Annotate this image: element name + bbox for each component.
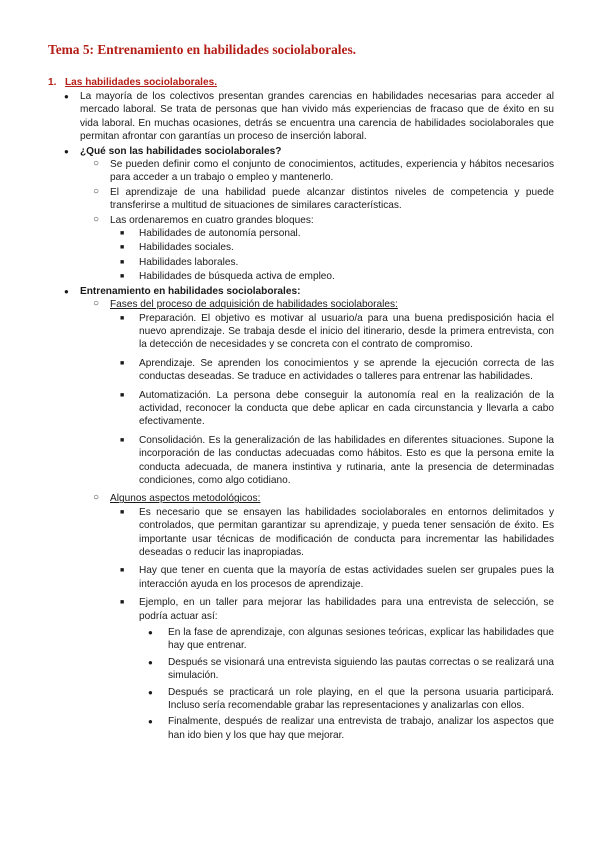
bullet-icon: ● <box>148 628 153 638</box>
bloque-text: Habilidades sociales. <box>139 242 234 254</box>
fase-text: Preparación. El objetivo es motivar al usuario/a para una buena predisposición hacia el nuevo aprendizaje. Se trabaja desde el inicio del itinerario, desde la primera entrevista, con la detección de necesidades y se concreta con el contrato de compromiso. <box>139 312 554 351</box>
list-item <box>120 357 554 384</box>
aspectos-list <box>120 506 554 743</box>
fase-text: Consolidación. Es la generalización de las habilidades en diferentes situaciones. Supone la incorporación de las conductas adecuadas como hábitos. Esto es que la persona emite la conducta adecuada, de manera instintiva y rutinaria, ante la presencia de determinadas condiciones, como algo cotidiano. <box>139 434 554 486</box>
list-item-text: El aprendizaje de una habilidad puede alcanzar distintos niveles de competencia y puede transferirse a multitud de situaciones de similares características. <box>110 186 554 212</box>
square-bullet-icon: ■ <box>120 230 125 238</box>
entrenamiento-heading: Entrenamiento en habilidades sociolaborales: <box>80 285 301 297</box>
square-bullet-icon: ■ <box>120 258 125 266</box>
fases-list <box>120 312 554 488</box>
intro-text: La mayoría de los colectivos presentan grandes carencias en habilidades necesarias para acceder al mercado laboral. Se trata de personas que han vivido más experiencias de fracaso que de éxito en su vida laboral. En muchas ocasiones, detrás se encuentra una carencia de habilidades sociolaborales que permitan afrontar con garantías un proceso de inserción laboral. <box>80 91 554 143</box>
square-bullet-icon: ■ <box>120 273 125 281</box>
list-item <box>93 492 554 742</box>
list-item <box>93 213 554 284</box>
list-item <box>148 686 554 713</box>
fase-text: Aprendizaje. Se aprenden los conocimientos y se aprende la ejecución correcta de las conductas deseadas. Se traduce en actividades o talleres para entrenar las habilidades. <box>139 357 554 383</box>
square-bullet-icon: ■ <box>120 599 125 607</box>
bullet-icon: ● <box>64 146 69 156</box>
square-bullet-icon: ■ <box>120 508 125 516</box>
list-item <box>120 434 554 488</box>
list-item <box>93 298 554 487</box>
square-bullet-icon: ■ <box>120 314 125 322</box>
section-number: 1. <box>48 77 57 88</box>
aspecto-text: Es necesario que se ensayen las habilidades sociolaborales en entornos delimitados y controlados, que permitan garantizar su aprendizaje, y pueda tener sensación de éxito. Es importante usar técnicas de modificación de conducta para incrementar las habilidades deseadas o reducir las inapropiadas. <box>139 506 554 558</box>
aspecto-text: Ejemplo, en un taller para mejorar las habilidades para una entrevista de selección, se podría actuar así: <box>139 597 554 622</box>
list-item <box>120 596 554 742</box>
bullet-icon: ● <box>148 717 153 727</box>
list-item <box>120 389 554 429</box>
list-item <box>93 185 554 213</box>
circle-bullet-icon: ○ <box>93 213 100 225</box>
list-item <box>93 158 554 185</box>
list-item <box>148 656 554 683</box>
bullet-icon: ● <box>148 657 153 667</box>
bloque-text: Habilidades laborales. <box>139 256 239 268</box>
list-item <box>120 564 554 591</box>
section-heading <box>48 76 568 89</box>
bullet-icon: ● <box>148 687 153 697</box>
que-son-heading: ¿Qué son las habilidades sociolaborales? <box>80 145 282 157</box>
square-bullet-icon: ■ <box>120 567 125 575</box>
ejemplo-text: Después se practicará un role playing, en el que la persona usuaria participará. Incluso sería recomendable grabar las representaciones y analizarlas con ellos. <box>168 686 554 712</box>
ejemplo-text: En la fase de aprendizaje, con algunas sesiones teóricas, explicar las habilidades que hay que entrenar. <box>168 627 554 652</box>
document-title: Tema 5: Entrenamiento en habilidades sociolaborales. <box>48 42 357 57</box>
bloque-text: Habilidades de autonomía personal. <box>139 228 301 240</box>
list-item <box>120 312 554 352</box>
bloques-list <box>120 227 554 284</box>
list-item <box>148 626 554 653</box>
list-item <box>64 285 554 743</box>
circle-bullet-icon: ○ <box>93 158 100 170</box>
list-item <box>120 241 554 254</box>
fase-text: Automatización. La persona debe conseguir la autonomía real en la realización de la actividad, reconocer la conducta que debe aplicar en cada circunstancia y llevarla a cabo efectivamente. <box>139 389 554 428</box>
ejemplo-text: Después se visionará una entrevista siguiendo las pautas correctas o se realizará una simulación. <box>168 656 554 682</box>
list-item-text: Se pueden definir como el conjunto de conocimientos, actitudes, experiencia y hábitos necesarios para acceder a un trabajo o empleo y mantenerlo. <box>110 159 554 184</box>
bullet-icon: ● <box>64 286 69 296</box>
circle-bullet-icon: ○ <box>93 185 100 197</box>
aspectos-heading: Algunos aspectos metodológicos: <box>110 493 261 505</box>
square-bullet-icon: ■ <box>120 244 125 252</box>
main-list <box>64 90 554 747</box>
ejemplo-text: Finalmente, después de realizar una entrevista de trabajo, analizar los aspectos que han ido bien y los que hay que mejorar. <box>168 716 554 741</box>
square-bullet-icon: ■ <box>120 391 125 399</box>
list-item <box>120 506 554 560</box>
bloque-text: Habilidades de búsqueda activa de empleo. <box>139 271 335 283</box>
square-bullet-icon: ■ <box>120 436 125 444</box>
list-item-text: Las ordenaremos en cuatro grandes bloques: <box>110 214 314 226</box>
square-bullet-icon: ■ <box>120 359 125 367</box>
circle-bullet-icon: ○ <box>93 298 100 310</box>
circle-bullet-icon: ○ <box>93 492 100 504</box>
list-item <box>120 256 554 269</box>
bullet-icon: ● <box>64 92 69 101</box>
aspecto-text: Hay que tener en cuenta que la mayoría de estas actividades suelen ser grupales pues la interacción ayuda en los procesos de aprendizaje. <box>139 565 554 590</box>
list-item <box>120 270 554 283</box>
ejemplo-list <box>148 626 554 742</box>
list-item <box>148 715 554 742</box>
section-heading-text: Las habilidades sociolaborales. <box>65 77 218 88</box>
entrenamiento-list <box>93 298 554 742</box>
list-item <box>120 227 554 240</box>
fases-heading: Fases del proceso de adquisición de habilidades sociolaborales: <box>110 299 398 311</box>
list-item <box>64 145 554 284</box>
que-son-list <box>93 158 554 284</box>
list-item <box>64 90 554 144</box>
